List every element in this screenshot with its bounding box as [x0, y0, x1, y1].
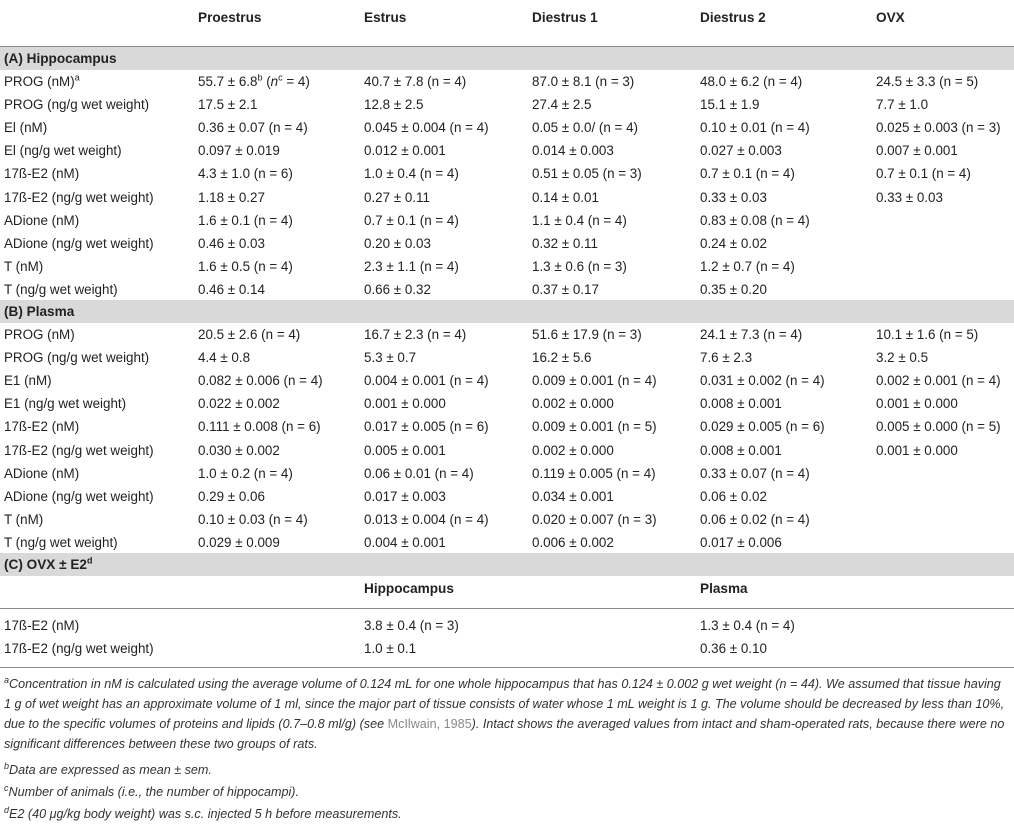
table-cell: 0.46 ± 0.14: [198, 281, 265, 297]
table-cell: 0.001 ± 0.000: [364, 396, 446, 412]
table-cell: PROG (ng/g wet weight): [4, 350, 150, 366]
table-cell: 0.119 ± 0.005 (n = 4): [532, 465, 656, 481]
table-cell: 0.045 ± 0.004 (n = 4): [364, 120, 489, 136]
table-cell: 0.008 ± 0.001: [700, 442, 782, 458]
table-cell: 27.4 ± 2.5: [532, 97, 592, 113]
table-cell: 87.0 ± 8.1 (n = 3): [532, 74, 635, 89]
divider: [0, 608, 1014, 609]
section-c-subheader: [0, 577, 1014, 600]
table-cell: 0.029 ± 0.005 (n = 6): [700, 419, 825, 435]
table-cell: 0.034 ± 0.001: [532, 488, 614, 504]
table-row: 17ß-E2 (ng/g wet weight) 1.0 ± 0.1 0.36 ± 0.10: [4, 641, 767, 656]
table-cell: El (ng/g wet weight): [4, 143, 122, 159]
table-cell: 0.66 ± 0.32: [364, 281, 431, 297]
table-cell: E1 (ng/g wet weight): [4, 396, 127, 412]
table-row: [0, 485, 1014, 508]
table-cell: 1.3 ± 0.6 (n = 3): [532, 258, 627, 274]
table-cell: 1.1 ± 0.4 (n = 4): [532, 212, 627, 228]
header-diestrus-2: Diestrus 2: [700, 10, 766, 25]
table-cell: 0.29 ± 0.06: [198, 488, 265, 504]
table-row: [0, 346, 1014, 369]
table-cell: 0.020 ± 0.007 (n = 3): [532, 511, 657, 527]
table-cell: ADione (nM): [4, 465, 80, 481]
header-estrus: Estrus: [364, 10, 407, 25]
table-cell: 0.35 ± 0.20: [700, 281, 767, 297]
table-cell: 0.20 ± 0.03: [364, 235, 431, 251]
table-row: [0, 162, 1014, 185]
divider: [0, 667, 1014, 668]
table-cell: 5.3 ± 0.7: [364, 350, 417, 366]
table-cell: 0.029 ± 0.009: [198, 534, 280, 550]
section-c-header: [0, 553, 1014, 576]
table-cell: 0.009 ± 0.001 (n = 5): [532, 419, 657, 435]
table-cell: 16.2 ± 5.6: [532, 350, 592, 366]
table-cell: 40.7 ± 7.8 (n = 4): [364, 74, 467, 89]
table-cell: 0.27 ± 0.11: [364, 189, 430, 205]
table-cell: 0.007 ± 0.001: [876, 143, 958, 159]
table-cell: 0.10 ± 0.01 (n = 4): [700, 120, 810, 136]
table-cell: 2.3 ± 1.1 (n = 4): [364, 258, 459, 274]
table-cell: 17.5 ± 2.1: [198, 97, 258, 113]
table-row: [0, 116, 1014, 139]
table-cell: 0.36 ± 0.07 (n = 4): [198, 120, 308, 136]
table-cell: 1.0 ± 0.2 (n = 4): [198, 465, 293, 481]
table-cell: 7.7 ± 1.0: [876, 97, 929, 113]
header-diestrus-1: Diestrus 1: [532, 10, 598, 25]
table-cell: 0.37 ± 0.17: [532, 281, 599, 297]
table-cell: 0.022 ± 0.002: [198, 396, 280, 412]
table-cell: 0.017 ± 0.005 (n = 6): [364, 419, 489, 435]
table-row: [0, 323, 1014, 346]
table-cell: 0.004 ± 0.001: [364, 534, 446, 550]
table-cell: ADione (ng/g wet weight): [4, 235, 154, 251]
table-cell: 1.6 ± 0.5 (n = 4): [198, 258, 293, 274]
table-cell: 0.012 ± 0.001: [364, 143, 446, 159]
table-cell: 0.009 ± 0.001 (n = 4): [532, 373, 657, 389]
table-cell: 0.05 ± 0.0/ (n = 4): [532, 120, 638, 136]
table-cell: 0.002 ± 0.000: [532, 396, 614, 412]
table-cell: 0.004 ± 0.001 (n = 4): [364, 373, 489, 389]
table-row: [0, 70, 1014, 93]
table-cell: 51.6 ± 17.9 (n = 3): [532, 327, 642, 342]
section-b-title: (B) Plasma: [4, 304, 75, 319]
table-cell: 17ß-E2 (ng/g wet weight): [4, 189, 154, 205]
table-header: [0, 6, 1014, 29]
table-cell: E1 (nM): [4, 373, 52, 389]
table-row: [0, 139, 1014, 162]
table-cell: 15.1 ± 1.9: [700, 97, 760, 113]
header-hippocampus: Hippocampus: [364, 581, 454, 596]
table-cell: ADione (nM): [4, 212, 80, 228]
table-row: [0, 531, 1014, 554]
table-cell: 3.2 ± 0.5: [876, 350, 929, 366]
table-cell: 0.082 ± 0.006 (n = 4): [198, 373, 323, 389]
table-cell: ADione (ng/g wet weight): [4, 488, 154, 504]
table-cell: 0.06 ± 0.02: [700, 488, 767, 504]
table-cell: 0.32 ± 0.11: [532, 235, 598, 251]
table-cell: 10.1 ± 1.6 (n = 5): [876, 327, 979, 342]
table-cell: 48.0 ± 6.2 (n = 4): [700, 74, 803, 89]
footnote-d: $^d$E2 (40 μg/kg body weight) was s.c. injected 5 h before measurements.: [4, 804, 402, 821]
table-cell: 24.5 ± 3.3 (n = 5): [876, 74, 979, 89]
table-cell: 1.0 ± 0.4 (n = 4): [364, 166, 459, 182]
table-cell: 0.001 ± 0.000: [876, 396, 958, 412]
table-cell: 0.14 ± 0.01: [532, 189, 599, 205]
table-cell: 16.7 ± 2.3 (n = 4): [364, 327, 467, 342]
section-c-title: (C) OVX ± $E2^d$: [4, 555, 93, 572]
table-cell: 0.031 ± 0.002 (n = 4): [700, 373, 825, 389]
table-cell: 0.7 ± 0.1 (n = 4): [700, 166, 795, 182]
table-cell: 55.7 ± 6.8$^b$ $(n^c = 4)$: [198, 72, 310, 89]
table-cell: 0.013 ± 0.004 (n = 4): [364, 511, 489, 527]
table-cell: 1.6 ± 0.1 (n = 4): [198, 212, 293, 228]
footnote-a: $^a$Concentration in nM is calculated using the average volume of 0.124 mL for one whole hippocampus that has 0.124 ± 0.002 g wet weight (n = 44). We assumed that tissue having 1 g of wet weight has an approximate volume of 1 ml, since the major part of tissue consists of water whose 1 mL weight is 1 g. The volume should be decreased by less than 10%, due to the specific volumes of proteins and lipids (0.7–0.8 ml/g) (see McIlwain, 1985). Intact shows the averaged values from intact and sham-operated rats, because there were no significant differences between these two groups of rats.: [4, 674, 1005, 751]
table-cell: 0.005 ± 0.001: [364, 442, 446, 458]
table-cell: 17ß-E2 (nM): [4, 419, 80, 435]
table-row: [0, 415, 1014, 438]
table-cell: 0.33 ± 0.07 (n = 4): [700, 465, 810, 481]
table-cell: 0.46 ± 0.03: [198, 235, 265, 251]
table-row: [0, 255, 1014, 278]
table-cell: T (ng/g wet weight): [4, 281, 118, 297]
table-cell: 0.10 ± 0.03 (n = 4): [198, 511, 308, 527]
table-cell: 0.008 ± 0.001: [700, 396, 782, 412]
table-cell: 20.5 ± 2.6 (n = 4): [198, 327, 301, 342]
table-cell: PROG (nM): [4, 327, 75, 342]
header-proestrus: Proestrus: [198, 10, 262, 25]
table-cell: 0.025 ± 0.003 (n = 3): [876, 120, 1001, 136]
table-cell: T (nM): [4, 511, 44, 527]
footnote-c: $^c$Number of animals (i.e., the number of hippocampi).: [4, 782, 299, 799]
footnote-b: $^b$Data are expressed as mean ± sem.: [4, 760, 212, 777]
section-a-title: (A) Hippocampus: [4, 51, 117, 66]
table-cell: 4.4 ± 0.8: [198, 350, 251, 366]
table-cell: 0.33 ± 0.03: [700, 189, 767, 205]
table-row: [0, 369, 1014, 392]
table-cell: 0.7 ± 0.1 (n = 4): [876, 166, 971, 182]
table-cell: T (nM): [4, 258, 44, 274]
table-cell: 0.030 ± 0.002: [198, 442, 280, 458]
table-cell: 0.001 ± 0.000: [876, 442, 958, 458]
section-b-header: [0, 300, 1014, 323]
header-plasma: Plasma: [700, 581, 748, 596]
table-row: [0, 462, 1014, 485]
table-cell: PROG (ng/g wet weight): [4, 97, 150, 113]
table-cell: 12.8 ± 2.5: [364, 97, 424, 113]
table-cell: El (nM): [4, 120, 48, 136]
table-cell: PROG (nM)$^a$: [4, 72, 80, 89]
table-cell: 17ß-E2 (ng/g wet weight): [4, 442, 154, 458]
table-row: [0, 93, 1014, 116]
table-cell: 0.002 ± 0.000: [532, 442, 614, 458]
table-row: [0, 508, 1014, 531]
table-cell: 24.1 ± 7.3 (n = 4): [700, 327, 803, 342]
table-cell: 0.7 ± 0.1 (n = 4): [364, 212, 459, 228]
table-row: [0, 186, 1014, 209]
table-row: [0, 209, 1014, 232]
table-row: [0, 439, 1014, 462]
table-cell: 0.111 ± 0.008 (n = 6): [198, 419, 321, 435]
table-row: [0, 278, 1014, 301]
table-cell: 0.51 ± 0.05 (n = 3): [532, 166, 642, 182]
table-cell: 0.83 ± 0.08 (n = 4): [700, 212, 810, 228]
table-cell: 1.2 ± 0.7 (n = 4): [700, 258, 795, 274]
header-ovx: OVX: [876, 10, 905, 25]
table-cell: 0.005 ± 0.000 (n = 5): [876, 419, 1001, 435]
table-row: [0, 232, 1014, 255]
table-cell: 4.3 ± 1.0 (n = 6): [198, 166, 293, 182]
table-row: 17ß-E2 (nM) 3.8 ± 0.4 (n = 3) 1.3 ± 0.4 (n = 4): [4, 618, 795, 633]
table-cell: 0.017 ± 0.006: [700, 534, 782, 550]
table-cell: 0.06 ± 0.02 (n = 4): [700, 511, 810, 527]
table-cell: 0.33 ± 0.03: [876, 189, 943, 205]
table-cell: 0.06 ± 0.01 (n = 4): [364, 465, 474, 481]
table-cell: 0.002 ± 0.001 (n = 4): [876, 373, 1001, 389]
table-cell: 17ß-E2 (nM): [4, 166, 80, 182]
table-row: [0, 392, 1014, 415]
section-a-header: [0, 47, 1014, 70]
table-cell: 0.027 ± 0.003: [700, 143, 782, 159]
table-cell: 0.006 ± 0.002: [532, 534, 614, 550]
table-cell: 7.6 ± 2.3: [700, 350, 753, 366]
reference-link[interactable]: McIlwain, 1985: [387, 717, 472, 731]
table-cell: 0.24 ± 0.02: [700, 235, 767, 251]
table-cell: 0.017 ± 0.003: [364, 488, 446, 504]
table-cell: 0.097 ± 0.019: [198, 143, 280, 159]
table-cell: 1.18 ± 0.27: [198, 189, 265, 205]
table-cell: T (ng/g wet weight): [4, 534, 118, 550]
table-cell: 0.014 ± 0.003: [532, 143, 614, 159]
